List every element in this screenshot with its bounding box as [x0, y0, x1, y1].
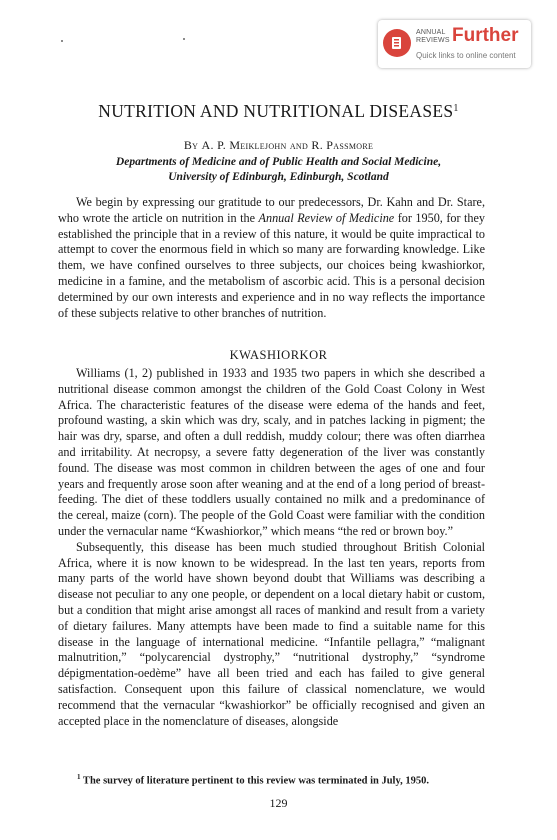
badge-further-label: Further	[452, 25, 519, 46]
body-paragraph: Subsequently, this disease has been much studied throughout British Colonial Africa, where it is now known to be widespread. In the last ten years, reports from many parts of the world have shown beyond doubt that Williams was describing a disease not peculiar to any one people, or dependent on a local dietary habit or custom, but a condition that might arise amongst all races of mankind and result from a variety of dietary failures. Many attempts have been made to find a suitable name for this disease in the language of international medicine. “Infantile pellagra,” “malignant malnutrition,” “polycarencial dystrophy,” “nutritional dystrophy,” “syndrome dépigmentation-oedème” have all been tried and each has failed to give general satisfaction. Consequent upon this failure of classical nomenclature, we would recommend that the vernacular “kwashiorkor” be officially recognised and given an accepted place in the nomenclature of diseases, alongside	[58, 539, 485, 728]
annual-reviews-logo-icon	[383, 29, 411, 57]
intro-paragraph: We begin by expressing our gratitude to our predecessors, Dr. Kahn and Dr. Stare, who wrote the article on nutrition in the Annual Review of Medicine for 1950, for they established the principle that in a review of this nature, it would be quite impractical to attempt to cover the enormous field in which so many are forwarding knowledge. Like them, we have confined ourselves to three subjects, our choices being kwashiorkor, medicine in a famine, and the metabolism of ascorbic acid. This is a personal decision determined by our own interests and experience and in no way reflects the importance of these subjects relative to other branches of nutrition.	[58, 195, 486, 320]
journal-name: Annual Review of Medicine	[258, 210, 395, 225]
title-footnote-marker[interactable]: 1	[453, 103, 459, 114]
body-paragraph: Williams (1, 2) published in 1933 and 1935 two papers in which she described a nutritional disease common amongst the children of the Gold Coast Colony in West Africa. The characteristic features of the disease were edema of the hands and feet, profound wasting, a skin which was dry, scaly, and in patches lacking in pigment; the hair was dry, sparse, and often a dull reddish, muddy colour; there was often diarrhea and irritability. At necropsy, a severe fatty degeneration of the liver was constantly found. The disease was most common in children between the ages of one and four years and frequently arose soon after weaning and at the end of a long period of breast-feeding. The diet of these toddlers usually contained no milk and a predominance of the cereal, maize (corn). The people of the Gold Coast were familiar with the condition under the vernacular name “Kwashiorkor,” which means “the red or brown boy.”	[58, 366, 485, 538]
affiliation-line-2: University of Edinburgh, Edinburgh, Scotland	[168, 171, 389, 183]
kwashiorkor-section	[58, 366, 485, 729]
intro-section	[58, 195, 485, 321]
scan-speck	[183, 38, 185, 40]
badge-brand: ANNUAL REVIEWS	[416, 29, 450, 44]
authors: A. P. Meiklejohn and R. Passmore	[201, 138, 374, 152]
footnote: $^1$ The survey of literature pertinent to this review was terminated in July, 1950.	[77, 773, 430, 787]
badge-subtitle: Quick links to online content	[416, 51, 516, 60]
section-heading: KWASHIORKOR	[229, 348, 328, 362]
further-badge[interactable]	[378, 20, 531, 68]
affiliation-line-1: Departments of Medicine and of Public Health and Social Medicine,	[115, 156, 442, 168]
byline: By A. P. Meiklejohn and R. Passmore	[183, 138, 374, 152]
page-number: 129	[269, 796, 288, 810]
scan-speck	[61, 40, 63, 42]
article-title: NUTRITION AND NUTRITIONAL DISEASES$^1$	[98, 101, 459, 121]
